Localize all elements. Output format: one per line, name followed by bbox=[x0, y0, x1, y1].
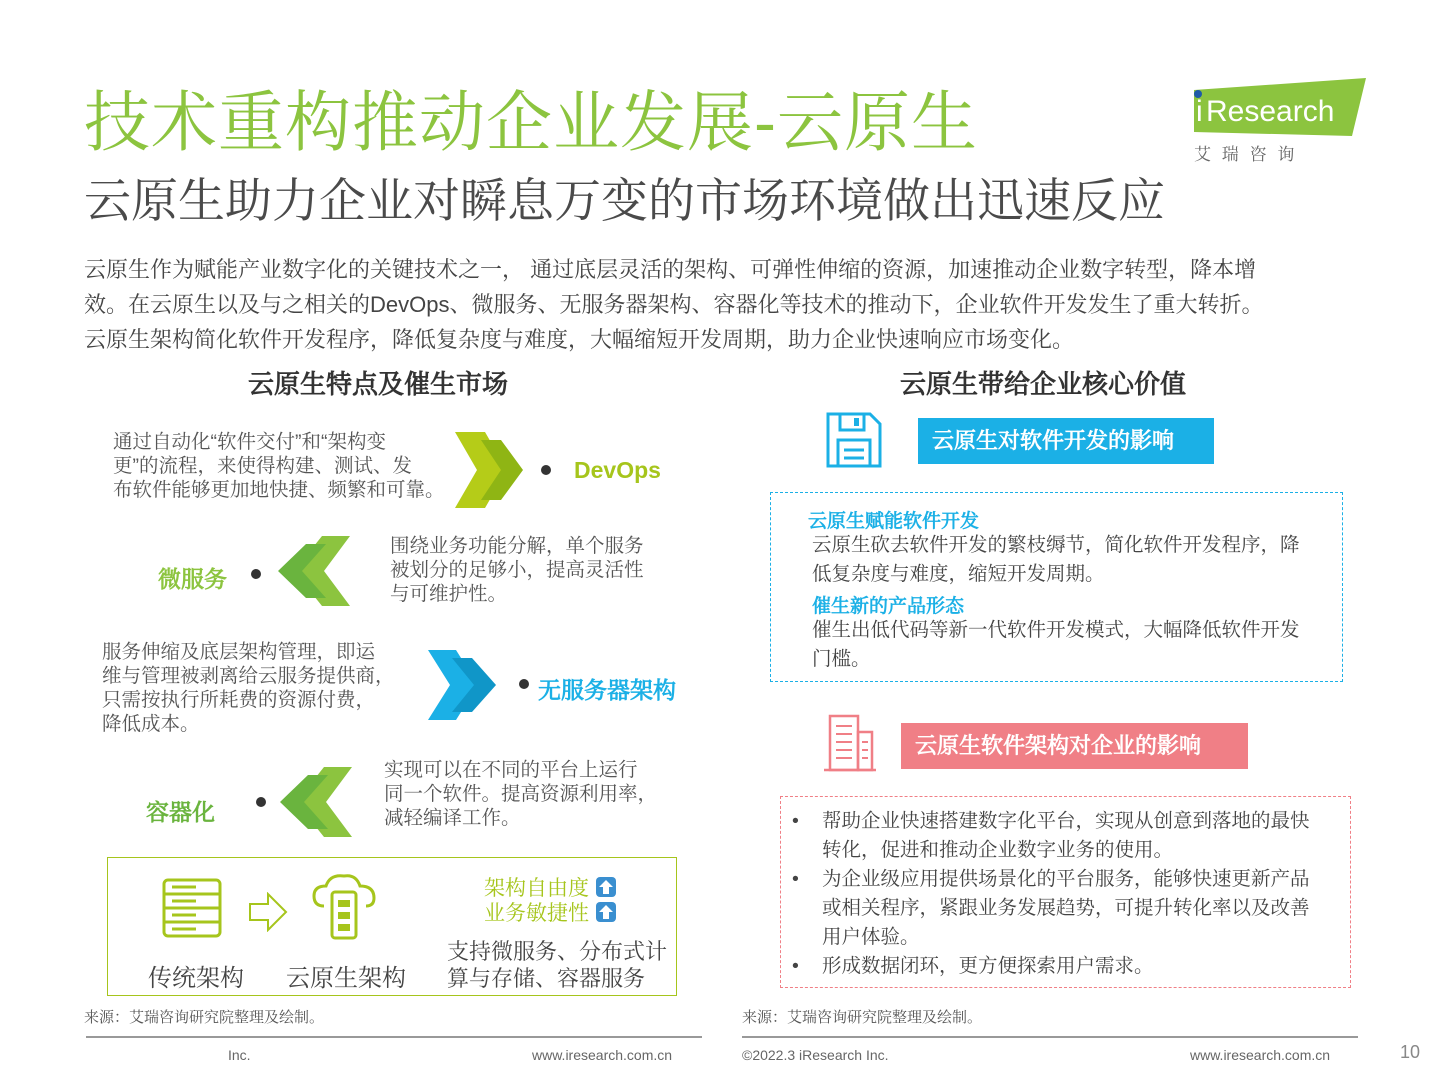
list-item: • 形成数据闭环，更方便探索用户需求。 bbox=[792, 955, 1154, 977]
floppy-disk-icon bbox=[824, 410, 884, 470]
architecture-impact-banner: 云原生软件架构对企业的影响 bbox=[901, 723, 1248, 769]
traditional-architecture-label: 传统架构 bbox=[148, 965, 244, 992]
footer-inc: Inc. bbox=[228, 1047, 251, 1063]
intro-line: 效。在云原生以及与之相关的DevOps、微服务、无服务器架构、容器化等技术的推动下，企业软件开发发生了重大转折。 bbox=[84, 292, 1264, 317]
serverless-tag: 无服务器架构 bbox=[538, 677, 676, 703]
right-section-heading: 云原生带给企业核心价值 bbox=[900, 369, 1187, 399]
cloud-native-architecture-label: 云原生架构 bbox=[286, 965, 406, 992]
building-icon bbox=[822, 712, 878, 774]
double-chevron-left-icon bbox=[276, 767, 354, 837]
page-number: 10 bbox=[1400, 1042, 1421, 1062]
container-tag: 容器化 bbox=[146, 799, 215, 825]
double-chevron-right-icon bbox=[455, 432, 535, 508]
devops-description: 通过自动化“软件交付”和“架构变 更”的流程，来使得构建、测试、发 布软件能够更加地快捷、频繁和可靠。 bbox=[113, 431, 445, 501]
up-arrow-icon bbox=[595, 876, 617, 898]
footer-copyright: ©2022.3 iResearch Inc. bbox=[742, 1047, 889, 1063]
arrow-right-icon bbox=[248, 892, 288, 932]
support-text: 支持微服务、分布式计 算与存储、容器服务 bbox=[447, 939, 668, 991]
bullet-dot bbox=[251, 569, 261, 579]
card-heading: 催生新的产品形态 bbox=[812, 596, 965, 617]
server-rack-icon bbox=[158, 878, 226, 938]
left-source-note: 来源：艾瑞咨询研究院整理及绘制。 bbox=[84, 1009, 325, 1026]
microservice-description: 围绕业务功能分解，单个服务 被划分的足够小，提高灵活性 与可维护性。 bbox=[390, 535, 644, 605]
card-text: 催生出低代码等新一代软件开发模式，大幅降低软件开发 门槛。 bbox=[812, 619, 1300, 670]
bullet-dot bbox=[256, 797, 266, 807]
svg-text:艾 瑞 咨 询: 艾 瑞 咨 询 bbox=[1194, 145, 1295, 165]
page-title: 技术重构推动企业发展-云原生 bbox=[84, 85, 978, 159]
card-heading: 云原生赋能软件开发 bbox=[808, 511, 980, 532]
footer-divider bbox=[86, 1036, 702, 1038]
left-section-heading: 云原生特点及催生市场 bbox=[248, 369, 509, 399]
container-description: 实现可以在不同的平台上运行 同一个软件。提高资源利用率， 减轻编译工作。 bbox=[384, 759, 658, 829]
svg-text:i: i bbox=[1196, 95, 1203, 128]
double-chevron-left-icon bbox=[274, 536, 352, 606]
software-dev-impact-banner: 云原生对软件开发的影响 bbox=[918, 418, 1214, 464]
footer-divider bbox=[742, 1036, 1358, 1038]
list-item: • 为企业级应用提供场景化的平台服务，能够快速更新产品 或相关程序，紧跟业务发展趋势，可提升转化率以及改善 用户体验。 bbox=[792, 868, 1310, 948]
bullet-dot bbox=[519, 679, 529, 689]
benefit-list: 架构自由度 业务敏捷性 bbox=[484, 876, 617, 926]
microservice-tag: 微服务 bbox=[158, 566, 227, 592]
card-text: 云原生砍去软件开发的繁枝缛节，简化软件开发程序，降 低复杂度与难度，缩短开发周期。 bbox=[812, 534, 1300, 585]
list-item: • 帮助企业快速搭建数字化平台，实现从创意到落地的最快 转化，促进和推动企业数字业务的使用。 bbox=[792, 810, 1310, 861]
bullet-dot bbox=[541, 465, 551, 475]
cloud-server-icon bbox=[310, 872, 380, 942]
footer-url: www.iresearch.com.cn bbox=[532, 1047, 673, 1063]
devops-tag: DevOps bbox=[574, 457, 661, 483]
double-chevron-right-icon bbox=[428, 650, 504, 720]
iresearch-logo bbox=[1190, 76, 1370, 166]
footer-url: www.iresearch.com.cn bbox=[1190, 1047, 1331, 1063]
serverless-description: 服务伸缩及底层架构管理，即运 维与管理被剥离给云服务提供商， 只需按执行所耗费的资源付费， 降低成本。 bbox=[102, 641, 395, 735]
right-source-note: 来源：艾瑞咨询研究院整理及绘制。 bbox=[742, 1009, 983, 1026]
svg-text:Research: Research bbox=[1206, 95, 1335, 128]
impact-bullet-list bbox=[780, 807, 1310, 981]
intro-line: 云原生架构简化软件开发程序，降低复杂度与难度，大幅缩短开发周期，助力企业快速响应市场变化。 bbox=[84, 327, 1075, 352]
up-arrow-icon bbox=[595, 901, 617, 923]
intro-line: 云原生作为赋能产业数字化的关键技术之一， 通过底层灵活的架构、可弹性伸缩的资源，加速推动企业数字转型，降本增 bbox=[84, 257, 1257, 282]
intro-paragraph bbox=[84, 252, 1374, 357]
page-subtitle: 云原生助力企业对瞬息万变的市场环境做出迅速反应 bbox=[84, 174, 1165, 227]
